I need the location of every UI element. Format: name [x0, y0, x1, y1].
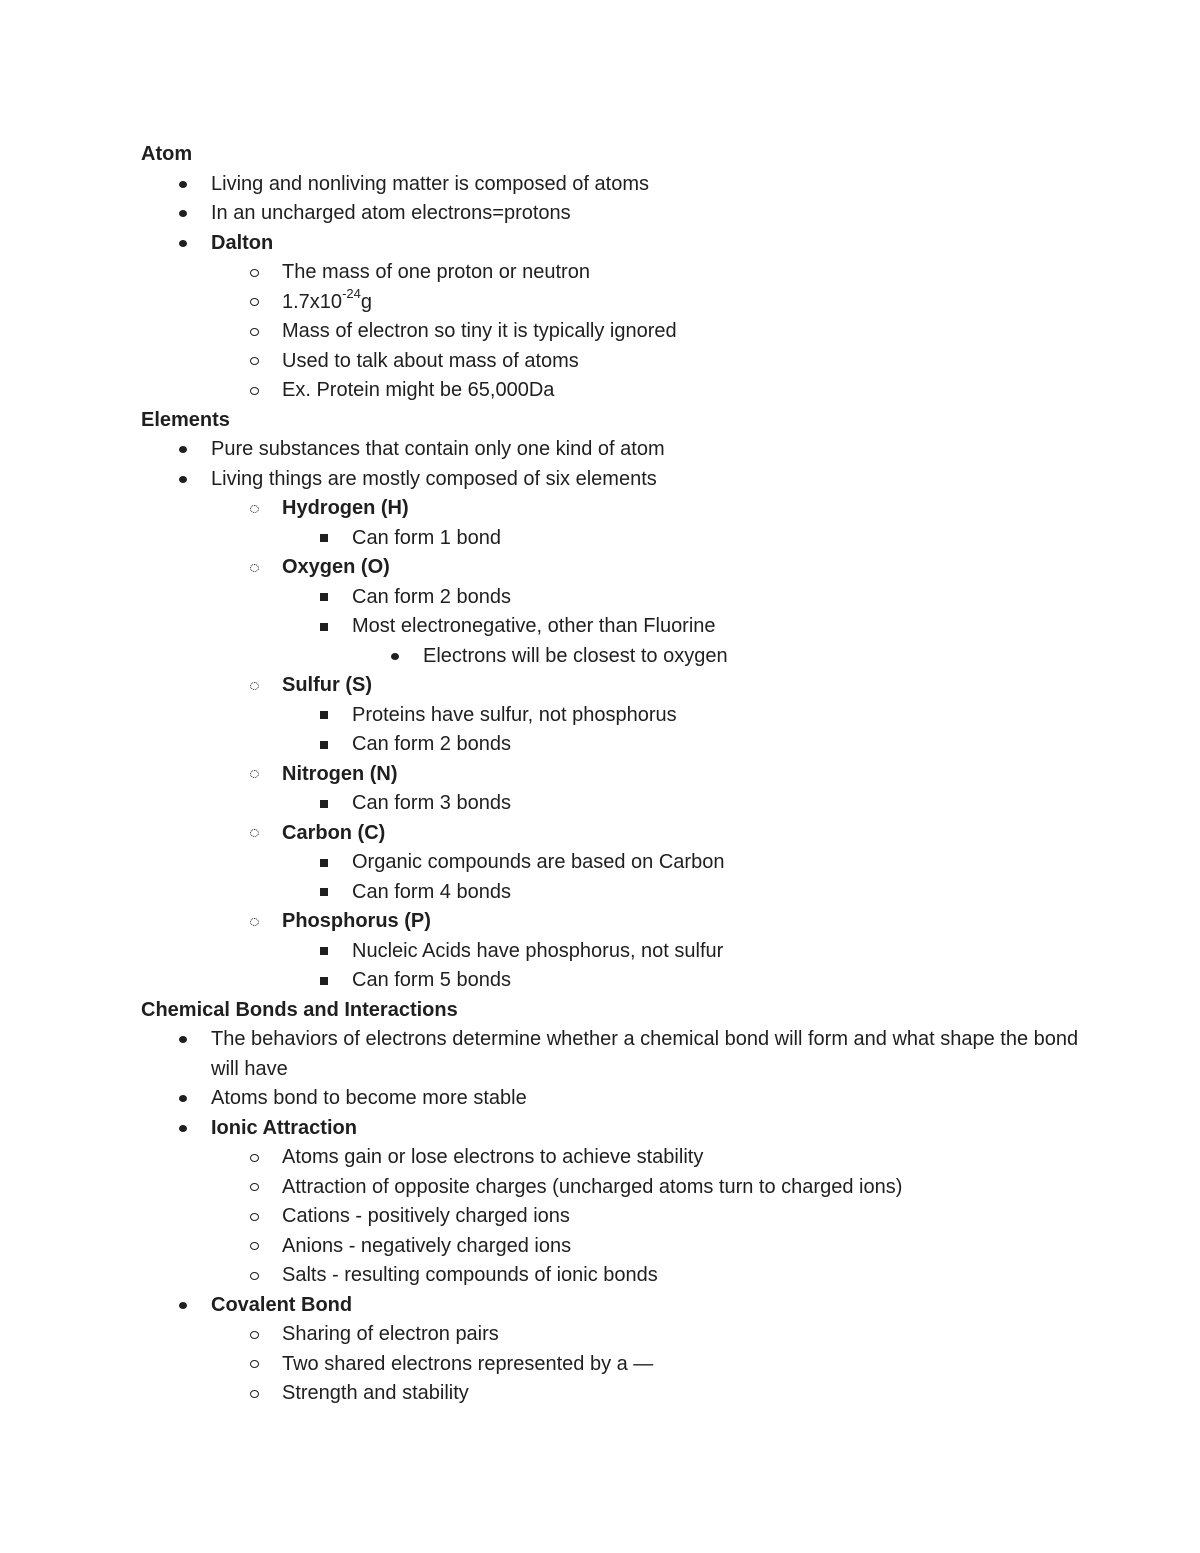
list-item-text: Proteins have sulfur, not phosphorus	[352, 703, 677, 726]
list-item	[141, 1261, 1101, 1291]
dotted-circle-bullet-icon	[247, 671, 261, 701]
list-item-text: Nitrogen (N)	[282, 762, 398, 785]
list-item-text: Living and nonliving matter is composed of atoms	[211, 172, 650, 195]
circle-bullet-icon	[247, 1173, 261, 1203]
list-item-text: Pure substances that contain only one kind of atom	[211, 438, 665, 460]
circle-bullet-icon	[247, 347, 261, 377]
list-item	[141, 760, 1101, 790]
list-item-text: Oxygen (O)	[282, 556, 390, 578]
list-item	[141, 1143, 1101, 1173]
list-item-text: Electrons will be closest to oxygen	[423, 644, 728, 667]
disc-bullet-icon	[176, 1025, 190, 1055]
list-item-text: Dalton	[211, 231, 274, 254]
disc-bullet-icon	[176, 170, 190, 200]
list-item	[141, 229, 1101, 259]
list-item-text: Anions - negatively charged ions	[282, 1234, 572, 1257]
list-item	[141, 1025, 1101, 1084]
list-item	[141, 966, 1101, 996]
disc-bullet-icon	[176, 435, 190, 465]
list-item	[141, 1320, 1101, 1350]
square-bullet-icon	[317, 730, 331, 760]
list-item	[141, 937, 1101, 967]
list-item	[141, 465, 1101, 495]
circle-bullet-icon	[247, 1350, 261, 1380]
list-item-text: Ex. Protein might be 65,000Da	[282, 379, 555, 401]
list-item-text: Strength and stability	[282, 1382, 469, 1404]
list-item	[141, 848, 1101, 878]
list-item	[141, 583, 1101, 613]
list-item-text: Can form 1 bond	[352, 526, 501, 549]
dotted-circle-bullet-icon	[247, 907, 261, 937]
list-item-text: Mass of electron so tiny it is typically ignored	[282, 320, 677, 342]
section-heading: Atom	[141, 143, 193, 165]
list-item-text: Atoms gain or lose electrons to achieve stability	[282, 1146, 704, 1168]
list-item	[141, 199, 1101, 229]
list-item	[141, 258, 1101, 288]
circle-bullet-icon	[247, 1320, 261, 1350]
square-bullet-icon	[317, 789, 331, 819]
list-item	[141, 1084, 1101, 1114]
list-item-text: The behaviors of electrons determine whether a chemical bond will form and what shape the bond will have	[211, 1028, 1079, 1080]
list-item	[141, 1114, 1101, 1144]
square-bullet-icon	[317, 966, 331, 996]
list-item-text: Can form 5 bonds	[352, 969, 511, 991]
list-item-text: In an uncharged atom electrons=protons	[211, 202, 571, 224]
disc-bullet-icon	[176, 1084, 190, 1114]
square-bullet-icon	[317, 612, 331, 642]
list-item-text: Can form 4 bonds	[352, 880, 511, 903]
square-bullet-icon	[317, 701, 331, 731]
square-bullet-icon	[317, 937, 331, 967]
list-item	[141, 907, 1101, 937]
dotted-circle-bullet-icon	[247, 760, 261, 790]
list-item-text: Living things are mostly composed of six elements	[211, 467, 657, 490]
list-item-text: The mass of one proton or neutron	[282, 261, 590, 283]
unit-suffix: g	[360, 290, 372, 313]
list-item	[141, 671, 1101, 701]
circle-bullet-icon	[247, 1202, 261, 1232]
dotted-circle-bullet-icon	[247, 494, 261, 524]
list-item-text: Hydrogen (H)	[282, 497, 409, 519]
list-item-text: Sulfur (S)	[282, 674, 372, 696]
list-item	[141, 1291, 1101, 1321]
list-item-text: Two shared electrons represented by a —	[282, 1352, 654, 1375]
list-item	[141, 730, 1101, 760]
list-item-text: Can form 2 bonds	[352, 585, 511, 608]
list-item-text: Used to talk about mass of atoms	[282, 349, 579, 372]
list-item	[141, 553, 1101, 583]
list-item	[141, 494, 1101, 524]
circle-bullet-icon	[247, 1379, 261, 1409]
dotted-circle-bullet-icon	[247, 553, 261, 583]
list-item-text: Ionic Attraction	[211, 1116, 357, 1139]
list-item-text: Phosphorus (P)	[282, 910, 431, 932]
square-bullet-icon	[317, 878, 331, 908]
list-item	[141, 285, 1101, 318]
list-item	[141, 819, 1101, 849]
circle-bullet-icon	[247, 1261, 261, 1291]
square-bullet-icon	[317, 583, 331, 613]
document-body	[141, 140, 1101, 1409]
list-item	[141, 376, 1101, 406]
list-item	[141, 347, 1101, 377]
list-item-text: Organic compounds are based on Carbon	[352, 851, 725, 873]
list-item-text: Carbon (C)	[282, 821, 386, 844]
list-item	[141, 701, 1101, 731]
list-item	[141, 1202, 1101, 1232]
superscript-exponent: -24	[342, 285, 361, 301]
list-item-text: Can form 3 bonds	[352, 792, 511, 814]
section-heading: Chemical Bonds and Interactions	[141, 998, 458, 1021]
disc-bullet-icon	[176, 1114, 190, 1144]
list-item	[141, 435, 1101, 465]
list-item-text: Covalent Bond	[211, 1293, 353, 1316]
list-item	[141, 317, 1101, 347]
disc-bullet-icon	[176, 465, 190, 495]
list-item	[141, 1379, 1101, 1409]
dotted-circle-bullet-icon	[247, 819, 261, 849]
circle-bullet-icon	[247, 288, 261, 318]
list-item-text: 1.7x10	[282, 290, 343, 313]
list-item-text: Cations - positively charged ions	[282, 1205, 570, 1227]
list-item-text: Most electronegative, other than Fluorine	[352, 615, 716, 637]
list-item	[141, 524, 1101, 554]
circle-bullet-icon	[247, 317, 261, 347]
square-bullet-icon	[317, 524, 331, 554]
disc-bullet-icon	[388, 642, 402, 672]
disc-bullet-icon	[176, 229, 190, 259]
list-item	[141, 1232, 1101, 1262]
list-item	[141, 1350, 1101, 1380]
disc-bullet-icon	[176, 199, 190, 229]
circle-bullet-icon	[247, 258, 261, 288]
section-heading: Elements	[141, 408, 230, 431]
list-item-text: Sharing of electron pairs	[282, 1323, 499, 1345]
list-item-text: Nucleic Acids have phosphorus, not sulfur	[352, 939, 724, 962]
circle-bullet-icon	[247, 1232, 261, 1262]
list-item	[141, 1173, 1101, 1203]
square-bullet-icon	[317, 848, 331, 878]
list-item	[141, 878, 1101, 908]
list-item	[141, 642, 1101, 672]
list-item-text: Atoms bond to become more stable	[211, 1087, 527, 1109]
disc-bullet-icon	[176, 1291, 190, 1321]
list-item-text: Can form 2 bonds	[352, 733, 511, 755]
list-item	[141, 612, 1101, 642]
list-item	[141, 789, 1101, 819]
list-item-text: Attraction of opposite charges (uncharged atoms turn to charged ions)	[282, 1175, 903, 1198]
list-item-text: Salts - resulting compounds of ionic bonds	[282, 1264, 658, 1286]
circle-bullet-icon	[247, 376, 261, 406]
list-item	[141, 170, 1101, 200]
circle-bullet-icon	[247, 1143, 261, 1173]
